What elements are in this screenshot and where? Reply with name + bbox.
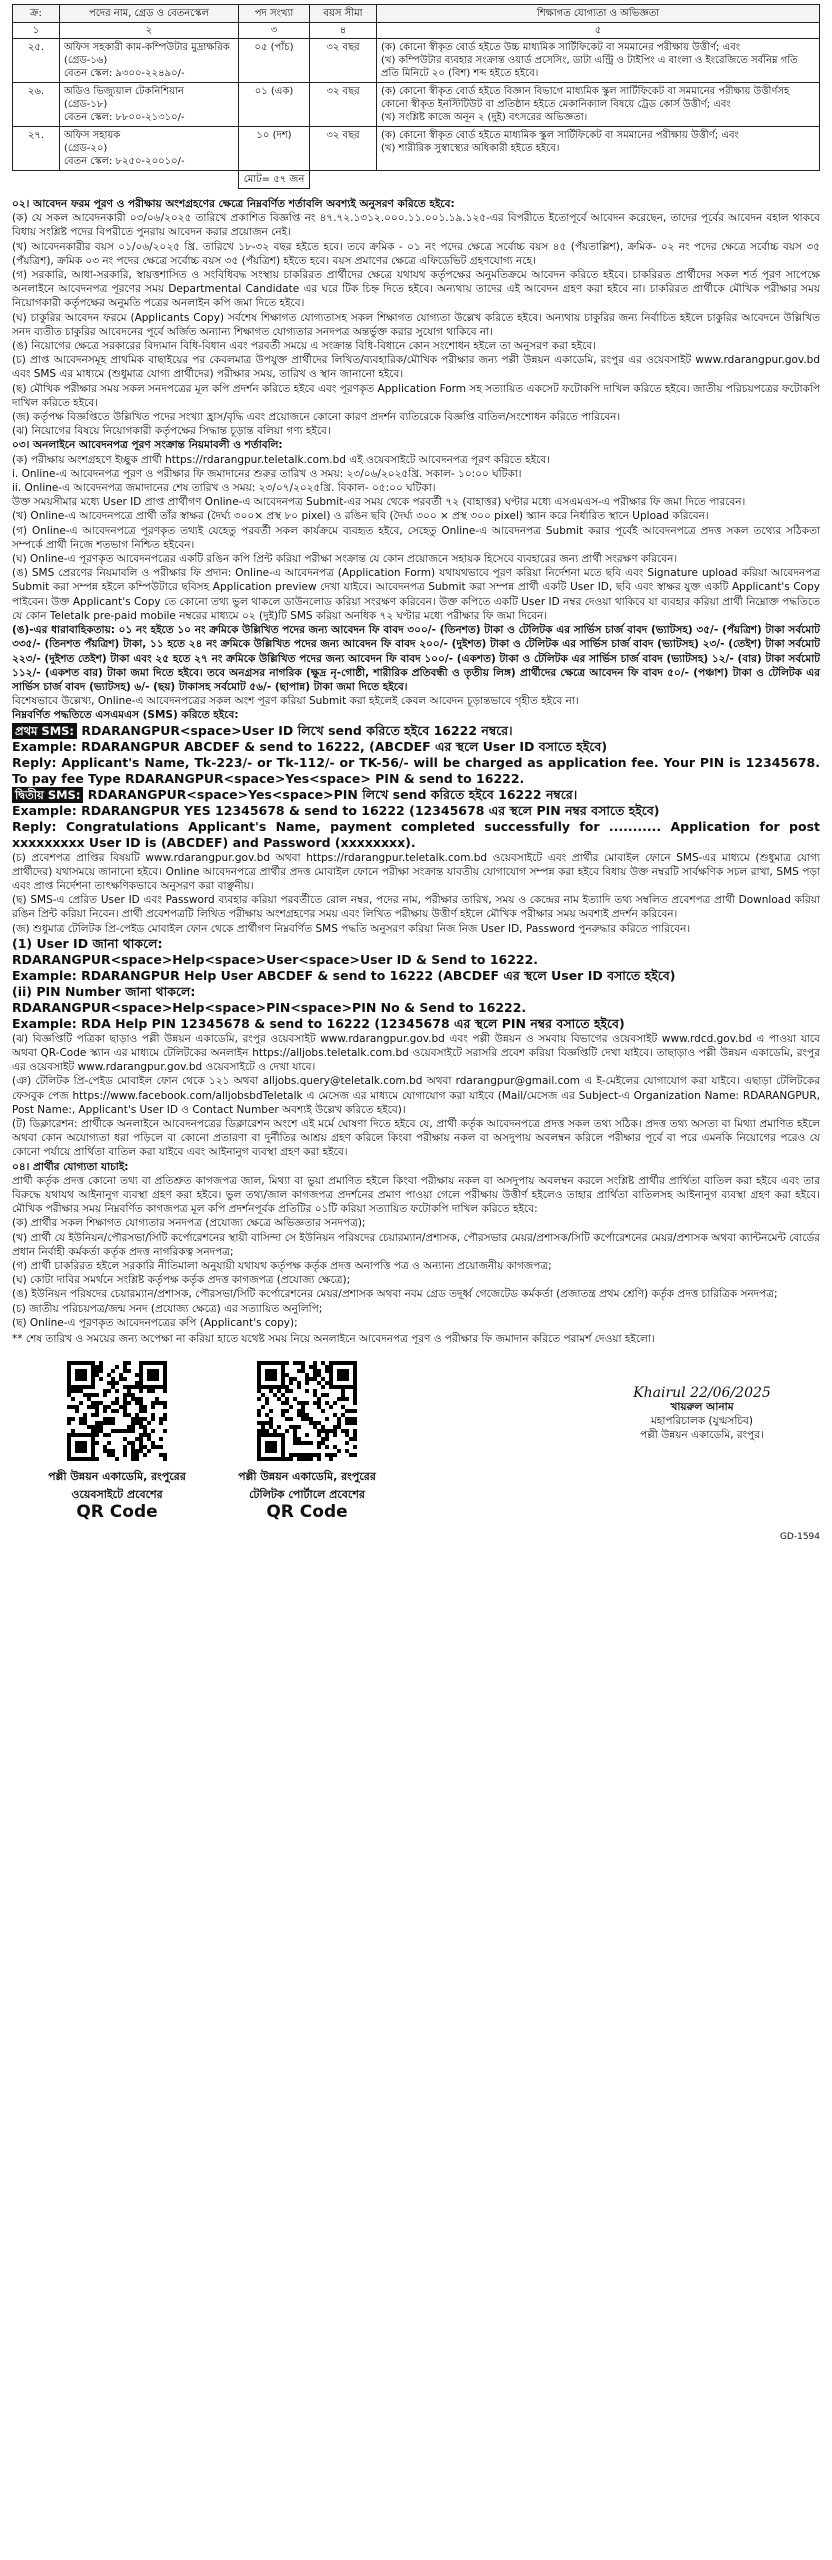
document-item: (খ) প্রার্থী যে ইউনিয়ন/পৌরসভা/সিটি কর্পোরেশনের স্থায়ী বাসিন্দা সে ইউনিয়ন পরিষদের চেয়ারম্যান/প্রশাসক, পৌরসভার মেয়র/প্রশাসক/সিটি কর্পোরেশনের মেয়র/প্রশাসক অথবা ক্যান্টনমেন্ট বোর্ডের প্রধান নির্বাহী কর্মকর্তা কর্তৃক প্রদত্ত নাগরিকত্ব সনদপত্র; — [12, 1231, 820, 1258]
recover-userid-label: (1) User ID জানা থাকলে: — [12, 935, 163, 951]
signatory-name: খায়রুল আনাম — [670, 1401, 734, 1414]
online-date-end: ii. Online-এ আবেদনপত্র জমাদানের শেষ তারিখ ও সময়: ২৩/০৭/২০২৫খ্রি. বিকাল- ০৫:০০ ঘটিকা। — [12, 482, 436, 495]
recover-pin-example: Example: RDA Help PIN 12345678 & send to 16222 (12345678 এর স্থলে PIN নম্বর বসাতে হইবে) — [12, 1015, 625, 1031]
second-sms-command: RDARANGPUR<space>Yes<space>PIN লিখে send করিতে হইবে 16222 নম্বরে। — [87, 786, 578, 802]
row-sl: ২৬. — [13, 83, 60, 127]
total-row — [13, 171, 820, 189]
handwritten-signature: Khairul 22/06/2025 — [633, 1385, 771, 1402]
signatory-office: পল্লী উন্নয়ন একাডেমি, রংপুর। — [640, 1429, 764, 1442]
post-name: অফিস সহায়ক — [64, 130, 121, 141]
online-paragraph: বিশেষভাবে উল্লেখ্য, Online-এ আবেদনপত্রের সকল অংশ পূরণ করিয়া Submit করা হইলেই কেবল আবেদন চূড়ান্তভাবে গৃহীত হইবে না। — [12, 695, 579, 708]
condition-paragraph: (চ) প্রাপ্ত আবেদনসমূহ প্রাথমিক বাছাইয়ের পর কেবলমাত্র উপযুক্ত প্রার্থীদের লিখিত/ব্যবহারিক/মৌখিক পরীক্ষার জন্য পল্লী উন্নয়ন একাডেমি, রংপুর এর ওয়েবসাইট www.rdarangpur.gov.bd এবং SMS এর মাধ্যমে (শুধুমাত্র যোগ্য প্রার্থীদের) পরীক্ষার সময়, তারিখ ও স্থান জানানো হইবে। — [12, 354, 820, 381]
qualification-line: (ক) কোনো স্বীকৃত বোর্ড হইতে বিজ্ঞান বিভাগে মাধ্যমিক স্কুল সার্টিফিকেট বা সমমানের পরীক্ষায় উত্তীর্ণসহ কোনো স্বীকৃত ইনস্টিটিউট বা প্রতিষ্ঠান হইতে মেকানিক্যাল বিষয়ে ট্রেড কোর্স উত্তীর্ণ; এবং — [381, 86, 790, 110]
second-sms-example: Example: RDARANGPUR YES 12345678 & send to 16222 (12345678 এর স্থলে PIN নম্বর বসাতে হইবে) — [12, 802, 660, 818]
online-paragraph: (ঘ) Online-এ পূরণকৃত আবেদনপত্রের একটি রঙিন কপি প্রিন্ট করিয়া পরীক্ষা সংক্রান্ত যে কোন প্রয়োজনে সহায়ক হিসেবে ব্যবহারের জন্য প্রার্থী সংরক্ষণ করিবেন। — [12, 553, 678, 566]
condition-paragraph: (ঝ) নিয়োগের বিষয়ে নিয়োগকারী কর্তৃপক্ষের সিদ্ধান্ত চূড়ান্ত বলিয়া গণ্য হইবে। — [12, 425, 331, 438]
row-qualification — [377, 127, 820, 171]
post-name: অডিও ভিজ্যুয়াল টেকনিশিয়ান — [64, 86, 184, 97]
qualification-line: (ক) কোনো স্বীকৃত বোর্ড হইতে উচ্চ মাধ্যমিক সার্টিফিকেট বা সমমানের পরীক্ষায় উত্তীর্ণ; এবং — [381, 42, 741, 53]
header-age: বয়স সীমা — [310, 5, 377, 23]
website-qr-code-icon[interactable] — [62, 1356, 172, 1466]
row-age: ৩২ বছর — [310, 39, 377, 83]
teletalk-qr-code-icon[interactable] — [252, 1356, 362, 1466]
online-paragraph: (ক) পরীক্ষায় অংশগ্রহণে ইচ্ছুক প্রার্থী https://rdarangpur.teletalk.com.bd এই ওয়েবসাইটে আবেদনপত্র পূরণ করিতে হইবে। — [12, 453, 551, 466]
row-post — [60, 83, 239, 127]
document-item: (গ) প্রার্থী চাকরিরত হইলে সরকারি নীতিমালা অনুযায়ী যথাযথ কর্তৃপক্ষ কর্তৃক প্রদত্ত অনাপত্তি পত্র ও অন্যান্য প্রয়োজনীয় কাগজপত্র; — [12, 1259, 552, 1272]
first-sms-line — [12, 723, 820, 739]
second-sms-tag: দ্বিতীয় SMS: — [12, 787, 83, 803]
declaration-paragraph: (ট) ডিক্লারেশন: প্রার্থীকে অনলাইনে আবেদনপত্রের ডিক্লারেশন অংশে এই মর্মে ঘোষণা দিতে হইবে যে, প্রার্থী কর্তৃক আবেদনপত্রে প্রদত্ত সকল তথ্য সঠিক। প্রদত্ত তথ্য অসত্য বা মিথ্যা প্রমাণিত হইলে অথবা কোন অযোগ্যতা ধরা পড়িলে বা কোনো প্রতারণা বা দুর্নীতির আশ্রয় গ্রহণ করিলে কিংবা পরীক্ষায় নকল বা অসদুপায় অবলম্বন করিলে পরীক্ষার পূর্বে বা পরে এমনকি নিয়োগের পরেও যে কোনো পর্যায়ে প্রার্থিতা বাতিল করা যাইবে এবং আইনানুগ ব্যবস্থা গ্রহণ করা হইবে। — [12, 1117, 820, 1159]
index-cell: ৪ — [310, 23, 377, 39]
table-header-row — [13, 5, 820, 23]
qualification-line: (খ) সংশ্লিষ্ট কাজে অনূন ২ (দুই) বৎসরের অভিজ্ঞতা। — [381, 112, 588, 123]
teletalk-qr-block — [222, 1356, 392, 1522]
condition-paragraph: (জ) কর্তৃপক্ষ বিজ্ঞপ্তিতে উল্লিখিত পদের সংখ্যা হ্রাস/বৃদ্ধি এবং প্রয়োজনে কোনো কারণ প্রদর্শন ব্যতিরেকে বিজ্ঞপ্তি বাতিল/সংশোধন করিতে পারিবেন। — [12, 411, 621, 424]
header-post: পদের নাম, গ্রেড ও বেতনস্কেল — [60, 5, 239, 23]
online-paragraph: (খ) Online-এ আবেদনপত্রে প্রার্থী তাঁর স্বাক্ষর (দৈর্ঘ্য ৩০০× প্রস্থ ৮০ pixel) ও রঙিন ছবি (দৈর্ঘ্য ৩০০ × প্রস্থ ৩০০ pixel) স্ক্যান করে নির্ধারিত স্থানে Upload করিবেন। — [12, 510, 709, 523]
verification-paragraph: প্রার্থী কর্তৃক প্রদত্ত কোনো তথ্য বা প্রতিশ্রুত কাগজপত্র জাল, মিথ্যা বা ভুয়া প্রমাণিত হইলে কিংবা পরীক্ষায় নকল বা অসদুপায় অবলম্বন করলে সংশ্লিষ্ট প্রার্থীর প্রার্থিতা বাতিল করা হইবে এবং তার বিরুদ্ধে যথাযথ আইনানুগ ব্যবস্থা গ্রহণ করা হইবে। ভুল তথ্য/জাল কাগজপত্র প্রদর্শনের প্রমাণ পাওয়া গেলে পরীক্ষায় উত্তীর্ণ হইলেও তাহার প্রার্থিতা বাতিলসহ আইনানুগ ব্যবস্থা গ্রহণ করা হইবে। মৌখিক পরীক্ষার সময় নিম্নবর্ণিত কাগজপত্র মূল কপি প্রদর্শনপূর্বক প্রতিটির ০১টি করিয়া সত্যায়িত ফটোকপি দাখিল করিতে হইবে: — [12, 1174, 820, 1216]
condition-paragraph: (ছ) মৌখিক পরীক্ষার সময় সকল সনদপত্রের মূল কপি প্রদর্শন করিতে হইবে এবং পূরণকৃত Application Form সহ সত্যায়িত একসেট ফটোকপি দাখিল করিতে হইবে। জাতীয় পরিচয়পত্রের ফটোকপি দাখিল করিতে হইবে। — [12, 382, 820, 409]
signature-block — [602, 1386, 802, 1442]
header-qualification: শিক্ষাগত যোগ্যতা ও অভিজ্ঞতা — [377, 5, 820, 23]
recruitment-notice — [12, 0, 820, 1546]
first-sms-tag: প্রথম SMS: — [12, 723, 77, 739]
website-paragraph: (ঝ) বিজ্ঞপ্তিটি পত্রিকা ছাড়াও পল্লী উন্নয়ন একাডেমি, রংপুর ওয়েবসাইট www.rdarangpur.gov.bd এবং পল্লী উন্নয়ন ও সমবায় বিভাগের ওয়েবসাইট www.rdcd.gov.bd এ পাওয়া যাবে অথবা QR-Code স্ক্যান এর মাধ্যমে টেলিটকের অনলাইন https://alljobs.teletalk.com.bd ওয়েবসাইটে সরাসরি প্রবেশ করিয়া বিজ্ঞপ্তিটি দেখা যাইবে। তাছাড়াও পল্লী উন্নয়ন একাডেমি, রংপুর এর ওয়েবসাইট www.rdarangpur.gov.bd ওয়েবসাইটে ও দেখা যাবে। — [12, 1032, 820, 1074]
contact-paragraph: (ঞ) টেলিটক প্রি-পেইড মোবাইল ফোন থেকে ১২১ অথবা alljobs.query@teletalk.com.bd অথবা rdarangpur@gmail.com এ ই-মেইলের যোগাযোগ করা যাইবে। এছাড়া টেলিটকের ফেসবুক পেজ https://www.facebook.com/alljobsbdTeletalk এ মেসেজ এর মাধ্যমে যোগাযোগ করা যাইবে (Mail/মেসেজ এর Subject-এ Organization Name: RDARANGPUR, Post Name:, Applicant's User ID ও Contact Number অবশ্যই উল্লেখ করিতে হইবে)। — [12, 1075, 820, 1116]
admit-download-paragraph: (ছ) SMS-এ প্রেরিত User ID এবং Password ব্যবহার করিয়া পরবর্তীতে রোল নম্বর, পদের নাম, পরীক্ষার তারিখ, সময় ও কেন্দ্রের নাম ইত্যাদি তথ্য সম্বলিত প্রবেশপত্র প্রার্থী Download করিয়া রঙিন প্রিন্ট করিয়া নিবেন। প্রার্থী প্রবেশপত্রটি লিখিত পরীক্ষায় অংশগ্রহণের সময় এবং লিখিত পরীক্ষায় উত্তীর্ণ হইলে মৌখিক পরীক্ষার সময় অবশ্যই প্রদর্শন করিবেন। — [12, 894, 820, 921]
recover-userid-cmd: RDARANGPUR<space>Help<space>User<space>User ID & Send to 16222. — [12, 951, 539, 967]
row-qualification — [377, 83, 820, 127]
header-sl: ক্র: — [13, 5, 60, 23]
post-grade: (গ্রেড-২০) — [64, 143, 108, 154]
condition-paragraph: (গ) সরকারি, আধা-সরকারি, স্বায়ত্তশাসিত ও সংবিধিবদ্ধ সংস্থায় চাকরিরত প্রার্থীদের ক্ষেত্রে যথাযথ কর্তৃপক্ষের অনুমতিক্রমে আবেদন করিতে হইবে। চাকরিরত প্রার্থীদের সকল শর্ত পূরণ সাপেক্ষে অনলাইনে আবেদনপত্র পূরণের সময় Departmental Candidate এর ঘরে টিক চিহ্ন দিতে হইবে। অন্যথায় তাদের এই আবেদন গ্রহণ করা হইবে না। চাকরিরত প্রার্থীকে মৌখিক পরীক্ষার সময় নিয়োগকারী কর্তৃপক্ষের অনুমতি পত্রের অনলাইন কপি জমা দিতে হইবে। — [12, 269, 820, 310]
section-heading: ০৩। অনলাইনে আবেদনপত্র পূরণ সংক্রান্ত নিয়মাবলী ও শর্তাবলি: — [12, 439, 283, 452]
recover-pin-cmd: RDARANGPUR<space>Help<space>PIN<space>PIN No & Send to 16222. — [12, 999, 527, 1015]
fee-paragraph: (ঙ)-এর ধারাবাহিকতায়: ০১ নং হইতে ১০ নং ক্রমিকে উল্লিখিত পদের জন্য আবেদন ফি বাবদ ৩০০/- (তিনশত) টাকা ও টেলিটক এর সার্ভিস চার্জ বাবদ (ভ্যাটসহ) ৩৫/- (পঁয়ত্রিশ) টাকা সর্বমোট ৩৩৫/- (তিনশত পঁয়ত্রিশ) টাকা, ১১ হতে ২৪ নং ক্রমিকে উল্লিখিত পদের জন্য আবেদন ফি বাবদ ২০০/- (দুইশত) টাকা ও টেলিটক এর সার্ভিস চার্জ বাবদ (ভ্যাটসহ) ২৩/- (তেইশ) টাকা সর্বমোট ২২৩/- (দুইশত তেইশ) টাকা এবং ২৫ হতে ২৭ নং ক্রমিকে উল্লিখিত পদের জন্য আবেদন ফি বাবদ ১০০/- (একশত) টাকা ও টেলিটক এর সার্ভিস চার্জ বাবদ (ভ্যাটসহ) ১২/- (বার) টাকা সর্বমোট ১১২/- (একশত বার) টাকা জমা দিতে হইবে। তবে অনগ্রসর নাগরিক (ক্ষুদ্র নৃ-গোষ্ঠী, শারীরিক প্রতিবন্ধী ও তৃতীয় লিঙ্গ) প্রার্থীদের ক্ষেত্রে আবেদন ফি বাবদ ৫০/- (পঞ্চাশ) টাকা ও টেলিটক এর সার্ভিস চার্জ বাবদ (ভ্যাটসহ) ৬/- (ছয়) টাকাসহ সর্বমোট ৫৬/- (ছাপান্ন) টাকা জমা দিতে হইবে। — [12, 624, 820, 693]
row-post — [60, 39, 239, 83]
condition-paragraph: (ঘ) চাকুরির আবেদন ফরমে (Applicants Copy) সর্বশেষ শিক্ষাগত যোগ্যতাসহ সকল শিক্ষাগত যোগ্যতা উল্লেখ করিতে হইবে। অন্যথায় চাকুরির জন্য নির্বাচিত হইলে চাকুরির আবেদনে উল্লিখিত সনদ ব্যতীত চাকুরির আবেদনের পূর্বে অর্জিত অন্যান্য শিক্ষাগত যোগ্যতার সনদপত্র অন্তর্ভুক্ত করার সুযোগ থাকিবে না। — [12, 311, 820, 338]
qr-caption-line2: টেলিটক পোর্টালে প্রবেশের — [249, 1488, 365, 1502]
document-item: (চ) জাতীয় পরিচয়পত্র/জন্ম সনদ (প্রযোজ্য ক্ষেত্রে) এর সত্যায়িত অনুলিপি; — [12, 1302, 323, 1315]
qualification-line: (খ) কম্পিউটার ব্যবহার সংক্রান্ত ওয়ার্ড প্রসেসিং, ডাটা এন্ট্রি ও টাইপিং এ বাংলা ও ইংরেজিতে সর্বনিম্ন গতি প্রতি মিনিটে ২০ (বিশ) শব্দ হইতে হইবে। — [381, 55, 798, 79]
website-qr-block — [32, 1356, 202, 1522]
online-date-start: i. Online-এ আবেদনপত্র পূরণ ও পরীক্ষার ফি জমাদানের শুরুর তারিখ ও সময়: ২৩/০৬/২০২৫খ্রি. সকাল- ১০:০০ ঘটিকা। — [12, 467, 522, 480]
sms-heading: নিম্নবর্ণিত পদ্ধতিতে এসএমএস (SMS) করিতে হইবে: — [12, 709, 239, 722]
online-paragraph: উক্ত সময়সীমার মধ্যে User ID প্রাপ্ত প্রার্থীগণ Online-এ আবেদনপত্র Submit-এর সময় থেকে পরবর্তী ৭২ (বাহাত্তর) ঘণ্টার মধ্যে এসএমএস-এ পরীক্ষার ফি জমা দিতে পারবেন। — [12, 496, 746, 509]
table-index-row — [13, 23, 820, 39]
qr-label: QR Code — [76, 1502, 158, 1523]
index-cell: ১ — [13, 23, 60, 39]
row-count: ০১ (এক) — [239, 83, 310, 127]
qr-and-signature-area — [12, 1356, 820, 1546]
row-post — [60, 127, 239, 171]
post-scale: বেতন স্কেল: ৯৩০০-২২৪৯০/- — [64, 68, 185, 79]
condition-paragraph: (খ) আবেদনকারীর বয়স ০১/০৬/২০২৫ খ্রি. তারিখে ১৮-৩২ বছর হইতে হবে। তবে ক্রমিক - ০১ নং পদের ক্ষেত্রে সর্বোচ্চ বয়স ৪৫ (পঁয়তাল্লিশ), ক্রমিক- ০২ নং পদের ক্ষেত্রে সর্বোচ্চ বয়স ৩৫ (পঁয়ত্রিশ), ক্রমিক ০৩ নং পদের ক্ষেত্রে সর্বোচ্চ বয়স ৩৫ (পঁয়ত্রিশ) হইতে হবে। বয়স প্রমাণের ক্ষেত্রে এফিডেভিট গ্রহণযোগ্য নহে। — [12, 240, 820, 267]
second-sms-reply: Reply: Congratulations Applicant's Name, payment completed successfully for ........... Application for post xxxxxxxxx User ID is (ABCDEF) and Password (xxxxxxxx). — [12, 818, 820, 850]
post-scale: বেতন স্কেল: ৮২৫০-২০০১০/- — [64, 156, 185, 167]
row-age: ৩২ বছর — [310, 83, 377, 127]
recovery-paragraph: (জ) শুধুমাত্র টেলিটক প্রি-পেইড মোবাইল ফোন থেকে প্রার্থীগণ নিম্নবর্ণিত SMS পদ্ধতি অনুসরণ করিয়া নিজ নিজ User ID, Password পুনরুদ্ধার করিতে পারিবেন। — [12, 922, 691, 935]
condition-paragraph: (ক) যে সকল আবেদনকারী ০৩/০৬/২০২৫ তারিখে প্রকাশিত বিজ্ঞপ্তি নং ৪৭.৭২.১৩১২.০০০.১১.০০১.১৯.১২৫-এর বিপরীতে ইতোপূর্বে আবেদন করেছেন, তাদের পূর্বের আবেদন বহাল থাকবে বিধায় সংশ্লিষ্ট পদের বিপরীতে পুনরায় আবেদন করার প্রয়োজন নেই। — [12, 212, 820, 239]
signatory-designation: মহাপরিচালক (যুগ্মসচিব) — [651, 1415, 753, 1428]
posts-table — [12, 4, 820, 189]
condition-paragraph: (ঙ) নিয়োগের ক্ষেত্রে সরকারের বিদ্যমান বিধি-বিধান এবং পরবর্তী সময়ে এ সংক্রান্ত বিধি-বিধানে কোন সংশোধন হইলে তা অনুসরণ করা হইবে। — [12, 340, 597, 353]
table-row — [13, 39, 820, 83]
section-heading: ০৪। প্রার্থীর যোগ্যতা যাচাই: — [12, 1160, 129, 1173]
online-paragraph: (গ) Online-এ আবেদনপত্রে পূরণকৃত তথ্যই যেহেতু পরবর্তী সকল কার্যক্রমে ব্যবহৃত হইবে, সেহেতু Online-এ আবেদনপত্র Submit করার পূর্বেই আবেদনপত্রে প্রদত্ত সকল তথ্যের সঠিকতা সম্পর্কে প্রার্থী নিজে শতভাগ নিশ্চিত হইবেন। — [12, 524, 820, 551]
row-qualification — [377, 39, 820, 83]
document-item: (ঙ) ইউনিয়ন পরিষদের চেয়ারম্যান/প্রশাসক, পৌরসভা/সিটি কর্পোরেশনের মেয়র/প্রশাসক অথবা নবম গ্রেড তদূর্ধ্ব গেজেটেড কর্মকর্তা (প্রজাতন্ত্র প্রথম শ্রেণি) কর্তৃক প্রদত্ত চারিত্রিক সনদপত্র; — [12, 1288, 778, 1301]
post-grade: (গ্রেড-১৬) — [64, 55, 108, 66]
row-sl: ২৭. — [13, 127, 60, 171]
recover-userid-example: Example: RDARANGPUR Help User ABCDEF & send to 16222 (ABCDEF এর স্থলে User ID বসাতে হইবে) — [12, 967, 676, 983]
sms-rules-paragraph: (ঙ) SMS প্রেরণের নিয়মাবলি ও পরীক্ষার ফি প্রদান: Online-এ আবেদনপত্র (Application Form) যথাযথভাবে পূরণ করিয়া নির্দেশনা মতে ছবি এবং Signature upload করিয়া আবেদনপত্র Submit করা সম্পন্ন হইলে কম্পিউটারে ছবিসহ Application preview দেখা যাইবে। আবেদনপত্র Submit করা সম্পন্ন প্রার্থী একটি User ID, ছবি এবং স্বাক্ষর যুক্ত একটি Applicant's Copy পাইবেন। উক্ত Applicant's Copy তে কোনো তথ্য ভুল থাকলে ডাউনলোড করিয়া সংরক্ষণ করিবেন। উক্ত কপিতে একটি User ID নম্বর দেওয়া থাকিবে যা ব্যবহার করিয়া প্রার্থী নিম্নোক্ত পদ্ধতিতে যে কোন Teletalk pre-paid mobile নম্বরের মাধ্যমে ০২ (দুই)টি SMS করিয়া অনধিক ৭২ ঘণ্টার মধ্যে পরীক্ষার ফি জমা দিবেন। — [12, 567, 820, 622]
first-sms-example: Example: RDARANGPUR ABCDEF & send to 16222, (ABCDEF এর স্থলে User ID বসাতে হইবে) — [12, 738, 608, 754]
qr-caption-line2: ওয়েবসাইটে প্রবেশের — [71, 1488, 163, 1502]
index-cell: ৩ — [239, 23, 310, 39]
row-sl: ২৫. — [13, 39, 60, 83]
section-heading: ০২। আবেদন ফরম পূরণ ও পরীক্ষায় অংশগ্রহণের ক্ষেত্রে নিম্নবর্ণিত শর্তাবলি অবশ্যই অনুসরণ করিতে হইবে: — [12, 198, 455, 210]
qualification-line: (খ) শারীরিক সুস্বাস্থ্যের অধিকারী হইতে হইবে। — [381, 143, 560, 154]
conditions-section — [12, 197, 820, 1346]
first-sms-command: RDARANGPUR<space>User ID লিখে send করিতে হইবে 16222 নম্বরে। — [81, 722, 513, 738]
document-item: (ঘ) কোটা দাবির সমর্থনে সংশ্লিষ্ট কর্তৃপক্ষ কর্তৃক প্রদত্ত কাগজপত্র (প্রযোজ্য ক্ষেত্রে); — [12, 1274, 351, 1287]
qr-label: QR Code — [266, 1502, 348, 1523]
gd-code: GD-1594 — [779, 1532, 820, 1543]
post-scale: বেতন স্কেল: ৮৮০০-২১৩১০/- — [64, 112, 185, 123]
row-count: ০৫ (পাঁচ) — [239, 39, 310, 83]
table-row — [13, 83, 820, 127]
row-count: ১০ (দশ) — [239, 127, 310, 171]
admit-card-paragraph: (চ) প্রবেশপত্র প্রাপ্তির বিষয়টি www.rdarangpur.gov.bd অথবা https://rdarangpur.teletalk.com.bd ওয়েবসাইটে এবং প্রার্থীর মোবাইল ফোনে SMS-এর মাধ্যমে (শুধুমাত্র যোগ্য প্রার্থীদের) যথাসময়ে জানানো হইবে। Online আবেদনপত্রে প্রার্থীর প্রদত্ত মোবাইল ফোনে পরীক্ষা সংক্রান্ত যাবতীয় যোগাযোগ সম্পন্ন করা হইবে বিধায় উক্ত নম্বরটি সার্বক্ষণিক সচল রাখা, SMS পড়া এবং প্রাপ্ত নির্দেশনা তাৎক্ষণিকভাবে অনুসরণ করা বাঞ্ছনীয়। — [12, 851, 820, 892]
total-posts: মোট= ৫৭ জন — [239, 171, 310, 189]
advice-note: ** শেষ তারিখ ও সময়ের জন্য অপেক্ষা না করিয়া হাতে যথেষ্ট সময় নিয়ে অনলাইনে আবেদনপত্র পূরণ ও পরীক্ষার ফি জমাদান করিতে পরামর্শ দেওয়া হইলো। — [12, 1333, 655, 1345]
recover-pin-label: (ii) PIN Number জানা থাকলে: — [12, 983, 196, 999]
table-row — [13, 127, 820, 171]
post-grade: (গ্রেড-১৮) — [64, 99, 108, 110]
second-sms-line — [12, 787, 820, 803]
qr-caption-line1: পল্লী উন্নয়ন একাডেমি, রংপুরের — [48, 1470, 186, 1484]
first-sms-reply: Reply: Applicant's Name, Tk-223/- or Tk-112/- or TK-56/- will be charged as application fee. Your PIN is 12345678. To pay fee Type RDARANGPUR<space>Yes<space> PIN & send to 16222. — [12, 754, 820, 786]
document-item: (ক) প্রার্থীর সকল শিক্ষাগত যোগ্যতার সনদপত্র (প্রযোজ্য ক্ষেত্রে অভিজ্ঞতার সনদপত্র); — [12, 1217, 366, 1230]
index-cell: ২ — [60, 23, 239, 39]
header-count: পদ সংখ্যা — [239, 5, 310, 23]
document-item: (ছ) Online-এ পূরণকৃত আবেদনপত্রের কপি (Applicant's copy); — [12, 1316, 298, 1329]
qr-caption-line1: পল্লী উন্নয়ন একাডেমি, রংপুরের — [238, 1470, 376, 1484]
post-name: অফিস সহকারী কাম-কম্পিউটার মুদ্রাক্ষরিক — [64, 42, 230, 53]
index-cell: ৫ — [377, 23, 820, 39]
row-age: ৩২ বছর — [310, 127, 377, 171]
qualification-line: (ক) কোনো স্বীকৃত বোর্ড হইতে মাধ্যমিক স্কুল সার্টিফিকেট বা সমমানের পরীক্ষায় উত্তীর্ণ; এবং — [381, 130, 739, 141]
